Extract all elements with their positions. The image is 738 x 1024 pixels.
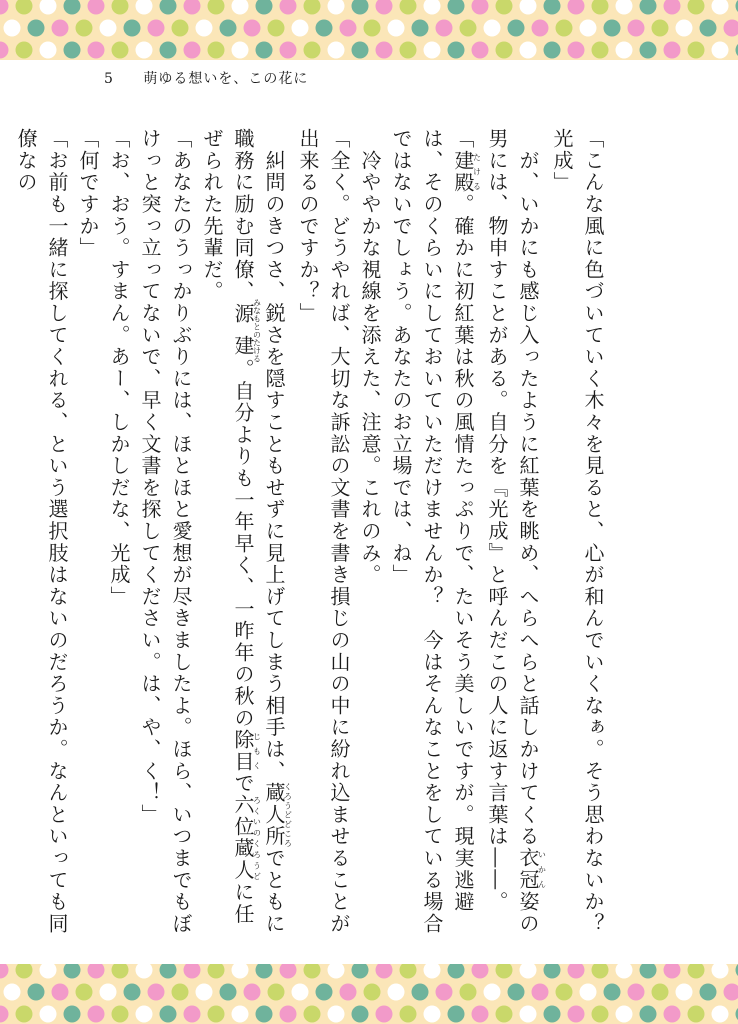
polka-dot — [136, 1006, 153, 1023]
polka-dot — [712, 42, 729, 59]
polka-dot — [16, 42, 33, 59]
polka-dot — [496, 1006, 513, 1023]
polka-dot — [328, 42, 345, 59]
polka-dot — [592, 964, 609, 979]
polka-dot — [544, 42, 561, 59]
polka-dot — [112, 1006, 129, 1023]
polka-dot — [676, 984, 693, 1001]
polka-dot — [208, 1006, 225, 1023]
polka-dot — [688, 0, 705, 15]
polka-dot — [88, 1006, 105, 1023]
dot-border-top — [0, 0, 738, 60]
page-number: 5 — [104, 71, 114, 87]
polka-dot — [124, 20, 141, 37]
polka-dot — [64, 964, 81, 979]
polka-dot — [412, 984, 429, 1001]
polka-dot — [664, 42, 681, 59]
polka-dot-pattern — [0, 0, 738, 60]
polka-dot — [592, 42, 609, 59]
polka-dot — [280, 1006, 297, 1023]
polka-dot — [328, 964, 345, 979]
polka-dot — [304, 42, 321, 59]
polka-dot — [4, 984, 21, 1001]
polka-dot — [592, 1006, 609, 1023]
ruby-reading: くろうどどころ — [283, 782, 293, 848]
polka-dot — [424, 42, 441, 59]
polka-dot — [304, 0, 321, 15]
polka-dot — [544, 0, 561, 15]
polka-dot — [520, 0, 537, 15]
polka-dot — [544, 964, 561, 979]
polka-dot — [712, 0, 729, 15]
polka-dot — [208, 0, 225, 15]
body-text — [14, 128, 608, 957]
polka-dot — [568, 0, 585, 15]
polka-dot — [400, 1006, 417, 1023]
polka-dot — [280, 0, 297, 15]
polka-dot-pattern — [0, 964, 738, 1024]
polka-dot — [352, 0, 369, 15]
polka-dot — [424, 0, 441, 15]
ruby-word: 六位蔵人ろくいのくろうど — [231, 794, 262, 882]
polka-dot — [316, 984, 333, 1001]
polka-dot — [160, 42, 177, 59]
polka-dot — [136, 42, 153, 59]
polka-dot — [148, 984, 165, 1001]
polka-dot — [100, 984, 117, 1001]
polka-dot — [136, 964, 153, 979]
paragraph: 「全く。どうやれば、大切な訴訟の文書を書き損じの山の中に紛れ込ませることが出来るのですか？」 — [296, 128, 351, 935]
polka-dot — [268, 984, 285, 1001]
polka-dot — [112, 42, 129, 59]
polka-dot — [424, 1006, 441, 1023]
polka-dot — [664, 0, 681, 15]
polka-dot — [352, 42, 369, 59]
polka-dot — [352, 964, 369, 979]
paragraph: が、いかにも感じ入ったように紅葉を眺め、へらへらと話しかけてくる衣冠いかん姿の男には、物申すことがある。自分を『光成』と呼んだこの人に返す言葉は――。 — [485, 128, 547, 935]
polka-dot — [436, 984, 453, 1001]
polka-dot — [40, 1006, 57, 1023]
polka-dot — [184, 964, 201, 979]
polka-dot — [340, 20, 357, 37]
polka-dot — [556, 984, 573, 1001]
polka-dot — [400, 0, 417, 15]
polka-dot — [0, 42, 9, 59]
polka-dot — [256, 0, 273, 15]
polka-dot — [676, 20, 693, 37]
polka-dot — [364, 984, 381, 1001]
polka-dot — [616, 1006, 633, 1023]
polka-dot — [508, 20, 525, 37]
ruby-reading: たける — [472, 149, 482, 194]
polka-dot — [100, 20, 117, 37]
ruby-word: 除目じもく — [231, 729, 262, 773]
polka-dot — [0, 964, 9, 979]
polka-dot — [460, 20, 477, 37]
polka-dot — [568, 42, 585, 59]
polka-dot — [280, 42, 297, 59]
polka-dot — [376, 42, 393, 59]
polka-dot — [184, 1006, 201, 1023]
polka-dot — [616, 42, 633, 59]
polka-dot — [28, 984, 45, 1001]
polka-dot — [496, 964, 513, 979]
polka-dot — [688, 964, 705, 979]
polka-dot — [664, 964, 681, 979]
polka-dot — [484, 20, 501, 37]
polka-dot — [388, 20, 405, 37]
polka-dot — [184, 0, 201, 15]
polka-dot — [508, 984, 525, 1001]
polka-dot — [208, 42, 225, 59]
polka-dot — [496, 0, 513, 15]
polka-dot — [652, 20, 669, 37]
polka-dot — [232, 0, 249, 15]
polka-dot — [532, 20, 549, 37]
polka-dot — [232, 1006, 249, 1023]
polka-dot — [460, 984, 477, 1001]
ruby-word: 源建みなもとのたける — [231, 298, 262, 363]
polka-dot — [316, 20, 333, 37]
polka-dot — [88, 42, 105, 59]
polka-dot — [304, 964, 321, 979]
polka-dot — [40, 0, 57, 15]
polka-dot — [280, 964, 297, 979]
polka-dot — [328, 0, 345, 15]
polka-dot — [448, 42, 465, 59]
polka-dot — [448, 0, 465, 15]
polka-dot — [340, 984, 357, 1001]
polka-dot — [124, 984, 141, 1001]
polka-dot — [28, 20, 45, 37]
polka-dot — [376, 0, 393, 15]
paragraph: 「お、おう。すまん。あー、しかしだな、光成」 — [107, 128, 131, 608]
polka-dot — [232, 964, 249, 979]
polka-dot — [148, 20, 165, 37]
polka-dot — [472, 42, 489, 59]
polka-dot — [112, 0, 129, 15]
polka-dot — [352, 1006, 369, 1023]
polka-dot — [604, 984, 621, 1001]
paragraph: 「お前も一緒に探してくれる、という選択肢はないのだろうか。なんといっても同僚なの — [14, 128, 69, 935]
polka-dot — [616, 964, 633, 979]
polka-dot — [688, 42, 705, 59]
polka-dot — [0, 0, 9, 15]
polka-dot — [640, 0, 657, 15]
polka-dot — [232, 42, 249, 59]
polka-dot — [424, 964, 441, 979]
running-header — [104, 68, 308, 88]
polka-dot — [160, 0, 177, 15]
polka-dot — [436, 20, 453, 37]
polka-dot — [664, 1006, 681, 1023]
polka-dot — [52, 20, 69, 37]
polka-dot — [700, 20, 717, 37]
polka-dot — [16, 964, 33, 979]
polka-dot — [136, 0, 153, 15]
polka-dot — [364, 20, 381, 37]
polka-dot — [220, 20, 237, 37]
polka-dot — [472, 1006, 489, 1023]
ruby-reading: いかん — [537, 847, 547, 892]
polka-dot — [268, 20, 285, 37]
paragraph: 糾問のきつさ、鋭さを隠すこともせずに見上げてしまう相手は、蔵人所くろうどどころでともに職務に励む同僚、源建みなもとのたける。自分よりも一年早く、一昨年の秋の除目じもくで六位蔵人ろくいのくろうどに任ぜられた先輩だ。 — [200, 128, 293, 935]
paragraph: 「こんな風に色づいていく木々を見ると、心が和んでいくなぁ。そう思わないか？ 光成」 — [550, 128, 605, 957]
ruby-word: 蔵人所くろうどどころ — [262, 782, 293, 848]
polka-dot — [256, 1006, 273, 1023]
polka-dot — [16, 0, 33, 15]
polka-dot — [208, 964, 225, 979]
polka-dot — [532, 984, 549, 1001]
polka-dot — [712, 964, 729, 979]
polka-dot — [388, 984, 405, 1001]
polka-dot — [472, 0, 489, 15]
polka-dot — [112, 964, 129, 979]
polka-dot — [640, 1006, 657, 1023]
polka-dot — [184, 42, 201, 59]
polka-dot — [616, 0, 633, 15]
polka-dot — [244, 20, 261, 37]
polka-dot — [520, 42, 537, 59]
polka-dot — [4, 20, 21, 37]
polka-dot — [16, 1006, 33, 1023]
polka-dot — [244, 984, 261, 1001]
polka-dot — [376, 964, 393, 979]
polka-dot — [604, 20, 621, 37]
polka-dot — [76, 984, 93, 1001]
polka-dot — [712, 1006, 729, 1023]
polka-dot — [328, 1006, 345, 1023]
polka-dot — [544, 1006, 561, 1023]
polka-dot — [64, 42, 81, 59]
polka-dot — [292, 20, 309, 37]
ruby-word: 建殿たける — [451, 149, 482, 194]
chapter-title: 萌ゆる想いを、この花に — [143, 71, 309, 87]
polka-dot — [568, 964, 585, 979]
polka-dot — [160, 1006, 177, 1023]
polka-dot — [40, 42, 57, 59]
polka-dot — [304, 1006, 321, 1023]
paragraph: 「あなたのうっかりぶりには、ほとほと愛想が尽きましたよ。ほら、いつまでもぼけっと突っ立ってないで、早く文書を探してください。は、や、く！」 — [138, 128, 193, 935]
polka-dot — [292, 984, 309, 1001]
polka-dot — [580, 20, 597, 37]
polka-dot — [724, 20, 738, 37]
polka-dot — [724, 984, 738, 1001]
polka-dot — [400, 964, 417, 979]
ruby-reading: みなもとのたける — [252, 298, 262, 363]
polka-dot — [580, 984, 597, 1001]
polka-dot — [520, 964, 537, 979]
polka-dot — [172, 984, 189, 1001]
polka-dot — [568, 1006, 585, 1023]
polka-dot — [688, 1006, 705, 1023]
polka-dot — [448, 1006, 465, 1023]
polka-dot — [52, 984, 69, 1001]
polka-dot — [400, 42, 417, 59]
polka-dot — [64, 1006, 81, 1023]
polka-dot — [160, 964, 177, 979]
polka-dot — [628, 20, 645, 37]
paragraph: 冷ややかな視線を添えた、注意。これのみ。 — [358, 128, 382, 586]
polka-dot — [196, 20, 213, 37]
polka-dot — [700, 984, 717, 1001]
polka-dot — [88, 0, 105, 15]
polka-dot — [40, 964, 57, 979]
polka-dot — [64, 0, 81, 15]
dot-border-bottom — [0, 964, 738, 1024]
polka-dot — [256, 42, 273, 59]
polka-dot — [220, 984, 237, 1001]
polka-dot — [556, 20, 573, 37]
polka-dot — [448, 964, 465, 979]
ruby-word: 衣冠いかん — [516, 847, 547, 892]
polka-dot — [640, 964, 657, 979]
polka-dot — [652, 984, 669, 1001]
polka-dot — [256, 964, 273, 979]
paragraph: 「何ですか」 — [76, 128, 100, 259]
ruby-reading: ろくいのくろうど — [252, 794, 262, 882]
polka-dot — [592, 0, 609, 15]
paragraph: 「建殿たける。確かに初紅葉は秋の風情たっぷりで、たいそう美しいですが。現実逃避は、そのくらいにしておいていただけませんか？ 今はそんなことをしている場合ではないでしょう。あなたのお立場では、ね」 — [389, 128, 482, 935]
polka-dot — [484, 984, 501, 1001]
polka-dot — [472, 964, 489, 979]
polka-dot — [376, 1006, 393, 1023]
polka-dot — [640, 42, 657, 59]
polka-dot — [496, 42, 513, 59]
polka-dot — [196, 984, 213, 1001]
polka-dot — [628, 984, 645, 1001]
polka-dot — [88, 964, 105, 979]
ruby-reading: じもく — [252, 729, 262, 773]
polka-dot — [412, 20, 429, 37]
polka-dot — [0, 1006, 9, 1023]
polka-dot — [520, 1006, 537, 1023]
polka-dot — [76, 20, 93, 37]
polka-dot — [172, 20, 189, 37]
